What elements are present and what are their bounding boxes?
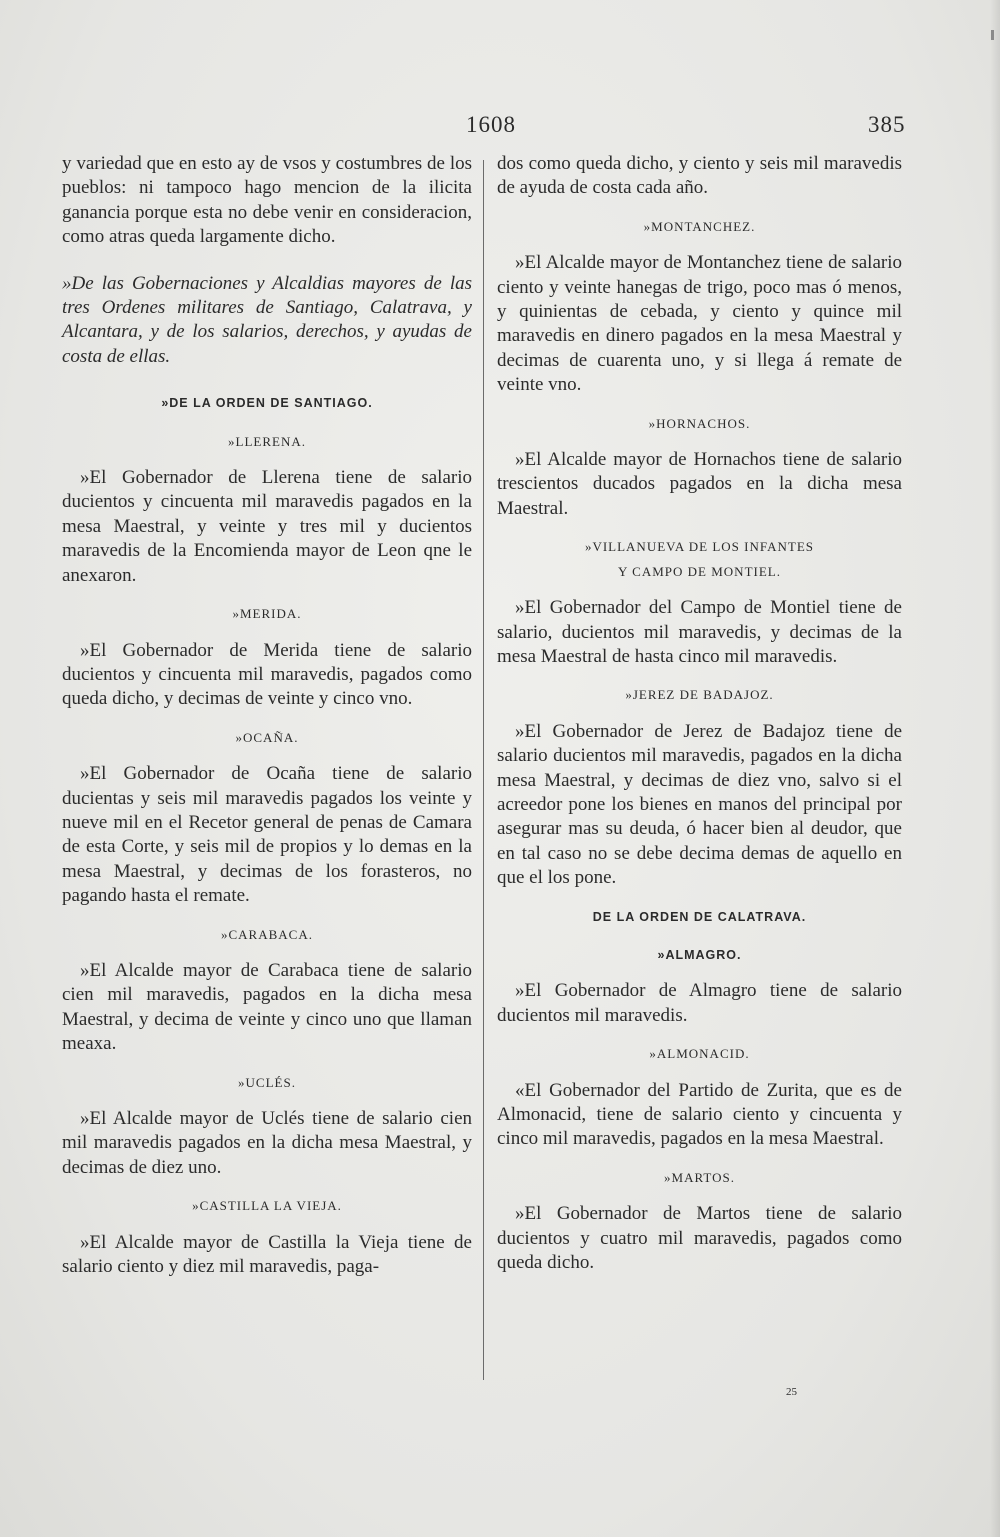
printer-signature: 25 <box>786 1386 797 1398</box>
margin-mark <box>991 30 994 40</box>
paragraph-almonacid: «El Gobernador del Partido de Zurita, que es de Almonacid, tiene de salario ciento y cincuenta y cinco mil maravedis, pagados en la mesa Maestral. <box>497 1079 902 1150</box>
paragraph-castilla-vieja: »El Alcalde mayor de Castilla la Vieja tiene de salario ciento y diez mil maravedis, paga- <box>62 1231 472 1278</box>
heading-orden-santiago: »DE LA ORDEN DE SANTIAGO. <box>161 396 373 411</box>
paragraph-martos: »El Gobernador de Martos tiene de salario ducientos y cuatro mil maravedis, pagados como queda dicho. <box>497 1203 902 1274</box>
heading-almagro: »ALMAGRO. <box>657 947 742 962</box>
page-edge-shadow <box>990 0 1000 1537</box>
heading-merida: »MERIDA. <box>232 606 302 622</box>
paragraph-hornachos: »El Alcalde mayor de Hornachos tiene de salario trescientos ducados pagados en la dicha mesa Maestral. <box>497 449 902 519</box>
paragraph-carabaca: »El Alcalde mayor de Carabaca tiene de salario cien mil maravedis, pagados en la dicha mesa Maestral, y decima de veinte y cinco uno que llaman meaxa. <box>62 959 472 1055</box>
paragraph-llerena: »El Gobernador de Llerena tiene de salario ducientos y cincuenta mil maravedis pagados en la mesa Maestral, y veinte y tres mil y ducientos maravedis de la Encomienda mayor de Leon qne le anexaron. <box>62 467 472 586</box>
paragraph-montiel: »El Gobernador del Campo de Montiel tiene de salario, ducientos mil maravedis, y decimas de la mesa Maestral de hasta cinco mil maravedis. <box>497 597 902 667</box>
paragraph-merida: »El Gobernador de Merida tiene de salario ducientos y cincuenta mil maravedis, pagados como queda dicho, y decimas de veinte y cinco vno. <box>62 639 472 710</box>
paragraph-ocana: »El Gobernador de Ocaña tiene de salario ducientas y seis mil maravedis pagados los veinte y nueve mil en el Recetor general de penas de Camara de esta Corte, y seis mil de propios y lo demas en la mesa Maestral, y decimas de los forasteros, no pagando hasta el remate. <box>62 763 472 907</box>
paragraph-continuation: dos como queda dicho, y ciento y seis mil maravedis de ayuda de costa cada año. <box>497 153 902 199</box>
paragraph-montanchez: »El Alcalde mayor de Montanchez tiene de salario ciento y veinte hanegas de trigo, poco mas ó menos, y quinientas de cebada, y ciento y quince mil maravedis en dinero pagados en la mesa Maestral y decimas de cuarenta uno, y si llega á remate de veinte vno. <box>497 252 902 396</box>
heading-ucles: »UCLÉS. <box>238 1074 296 1090</box>
paragraph-almagro: »El Gobernador de Almagro tiene de salario ducientos mil maravedis. <box>497 980 902 1026</box>
left-column <box>62 152 472 1279</box>
heading-jerez: »JEREZ DE BADAJOZ. <box>625 687 774 703</box>
heading-orden-calatrava: DE LA ORDEN DE CALATRAVA. <box>592 909 807 924</box>
paragraph-ucles: »El Alcalde mayor de Uclés tiene de salario cien mil maravedis pagados en la dicha mesa Maestral, y decimas de diez uno. <box>62 1108 472 1178</box>
heading-carabaca: »CARABACA. <box>221 926 313 942</box>
section-title: »De las Gobernaciones y Alcaldias mayores de las tres Ordenes militares de Santiago, Calatrava, y Alcantara, y de los salarios, derechos, y ayudas de costa de ellas. <box>62 272 472 367</box>
paragraph-continuation: y variedad que en esto ay de vsos y costumbres de los pueblos: ni tampoco hago mencion de la ilicita ganancia porque esta no debe venir en consideracion, como atras queda largamente dicho. <box>62 153 472 248</box>
heading-almonacid: »ALMONACID. <box>649 1046 750 1062</box>
column-divider <box>483 160 484 1380</box>
page-number: 385 <box>868 112 906 137</box>
heading-llerena: »LLERENA. <box>228 433 306 449</box>
heading-castilla-vieja: »CASTILLA LA VIEJA. <box>192 1198 342 1214</box>
heading-villanueva-montiel <box>497 535 902 584</box>
heading-line: »VILLANUEVA DE LOS INFANTES <box>584 539 815 555</box>
running-header-year: 1608 <box>466 112 516 137</box>
heading-line: Y CAMPO DE MONTIEL. <box>618 563 781 579</box>
heading-hornachos: »HORNACHOS. <box>648 415 751 431</box>
paragraph-jerez: »El Gobernador de Jerez de Badajoz tiene de salario ducientos mil maravedis, pagados en la dicha mesa Maestral, y decimas de diez vno, salvo si el acreedor pone los bienes en manos del principal por asegurar mas su deuda, ó hacer bien al deudor, que en tal caso no se debe decima demas de aquello en que el los pone. <box>497 720 902 889</box>
right-column <box>497 152 902 1275</box>
heading-martos: »MARTOS. <box>664 1169 735 1185</box>
heading-montanchez: »MONTANCHEZ. <box>643 218 756 234</box>
heading-ocana: »OCAÑA. <box>235 729 299 745</box>
